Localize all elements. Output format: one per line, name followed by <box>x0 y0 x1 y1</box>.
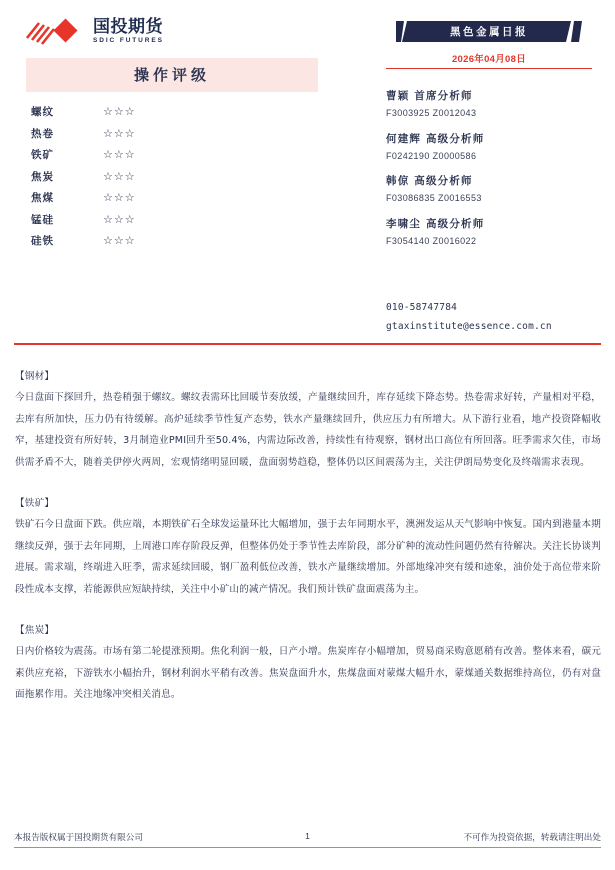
footer-page-number: 1 <box>305 831 310 841</box>
section-paragraph: 日内价格较为震荡。市场有第二轮提涨预期。焦化利润一般，日产小增。焦炭库存小幅增加，贸易商采购意愿稍有改善。整体来看，碳元素供应充裕，下游铁水小幅抬升，钢材利润水平稍有改善。焦炭盘面升水，焦煤盘面对蒙煤大幅升水，蒙煤通关数据维持高位，仍有对盘面拖累作用。关注地缘冲突相关消息。 <box>15 646 601 700</box>
section-heading: 【焦炭】 <box>15 625 55 636</box>
section-paragraph: 今日盘面下探回升，热卷稍强于螺纹。螺纹表需环比回暖节奏放缓，产量继续回升，库存延续下降态势。热卷需求好转，产量相对平稳，去库有所加快，压力仍有待缓解。高炉延续季节性复产态势，铁水产量继续回升，供应压力有所增大。从下游行业看，地产投资降幅收窄，基建投资有所好转，3月制造业PMI回升至50.4%，内需边际改善，持续性有待观察，钢材出口高位有所回落。旺季需求欠佳，市场供需矛盾不大，随着美伊停火两周，宏观情绪明显回暖，盘面弱势趋稳，整体仍以区间震荡为主，关注伊朗局势变化及终端需求表现。 <box>15 392 601 468</box>
rating-row <box>26 166 318 188</box>
rating-stars-icon: ☆☆☆ <box>103 212 136 226</box>
section-heading: 【钢材】 <box>15 371 55 382</box>
rating-card-title: 操作评级 <box>26 58 318 92</box>
section-paragraph: 铁矿石今日盘面下跌。供应端，本期铁矿石全球发运量环比大幅增加，强于去年同期水平，澳洲发运从天气影响中恢复。国内到港量本期继续反弹，强于去年同期，上周港口库存阶段反弹，但整体仍处于季节性去库阶段，部分矿种的流动性问题仍然有待解决。关注长协谈判进展。需求端，终端进入旺季，需求延续回暖，钢厂盈利低位改善，铁水产量继续增加。外部地缘冲突有缓和迹象，油价处于高位带来阶段性成本支撑，若能源供应短缺持续，关注中小矿山的减产情况。我们预计铁矿盘面震荡为主。 <box>15 519 601 595</box>
report-date: 2026年04月08日 <box>451 54 527 65</box>
report-title-text: 黑色金属日报 <box>450 26 528 38</box>
rating-item-label: 焦煤 <box>31 192 54 205</box>
rating-stars-icon: ☆☆☆ <box>103 148 136 162</box>
rating-item-label: 铁矿 <box>31 149 54 162</box>
rating-stars-icon: ☆☆☆ <box>103 234 136 248</box>
rating-stars-icon: ☆☆☆ <box>103 169 136 183</box>
rating-row <box>26 144 318 166</box>
contact-block <box>386 298 611 336</box>
contact-email[interactable]: gtaxinstitute@essence.com.cn <box>386 321 552 332</box>
company-logo <box>24 17 164 47</box>
operation-rating-card <box>26 58 318 252</box>
section-iron-ore <box>15 493 601 600</box>
analyst-name: 曹颖 首席分析师 <box>386 90 473 102</box>
footer-copyright: 本报告版权属于国投期货有限公司 <box>14 833 143 843</box>
report-body <box>15 366 601 726</box>
logo-wordmark <box>93 19 164 45</box>
section-heading: 【铁矿】 <box>15 498 55 509</box>
report-header <box>0 0 615 340</box>
rating-stars-icon: ☆☆☆ <box>103 105 136 119</box>
analyst-license-code: F3003925 Z0012043 <box>386 108 477 118</box>
analyst-name: 何建辉 高级分析师 <box>386 132 485 145</box>
analyst-entry <box>386 173 606 207</box>
rating-row <box>26 230 318 252</box>
rating-row <box>26 187 318 209</box>
logo-name-cn: 国投期货 <box>93 17 163 38</box>
footer-disclaimer: 不可作为投资依据，转载请注明出处 <box>463 833 601 843</box>
rating-stars-icon: ☆☆☆ <box>103 126 136 140</box>
date-divider <box>386 68 592 69</box>
section-steel <box>15 366 601 473</box>
analyst-license-code: F03086835 Z0016553 <box>386 193 482 203</box>
report-title-banner <box>396 21 582 42</box>
rating-item-label: 螺纹 <box>31 106 54 119</box>
rating-item-label: 硅铁 <box>31 235 54 248</box>
contact-phone: 010-58747784 <box>386 302 458 313</box>
page-footer <box>14 831 601 843</box>
analyst-entry <box>386 88 606 122</box>
header-divider <box>14 343 601 345</box>
footer-divider <box>14 847 601 848</box>
analyst-license-code: F0242190 Z0000586 <box>386 150 477 161</box>
analyst-name: 韩倞 高级分析师 <box>386 175 473 187</box>
rating-row <box>26 209 318 231</box>
analyst-list <box>386 88 606 258</box>
analyst-entry <box>386 216 606 250</box>
rating-stars-icon: ☆☆☆ <box>103 191 136 205</box>
logo-name-en: SDIC FUTURES <box>93 37 164 45</box>
rating-row <box>26 101 318 123</box>
section-coke <box>15 620 601 706</box>
rating-item-label: 热卷 <box>31 127 54 140</box>
analyst-name: 李啸尘 高级分析师 <box>386 217 485 230</box>
rating-item-label: 锰硅 <box>31 213 54 226</box>
analyst-license-code: F3054140 Z0016022 <box>386 235 477 246</box>
rating-list <box>26 101 318 252</box>
rating-item-label: 焦炭 <box>31 170 54 183</box>
rating-row <box>26 123 318 145</box>
sdic-logo-icon <box>24 17 86 47</box>
analyst-entry <box>386 131 606 165</box>
